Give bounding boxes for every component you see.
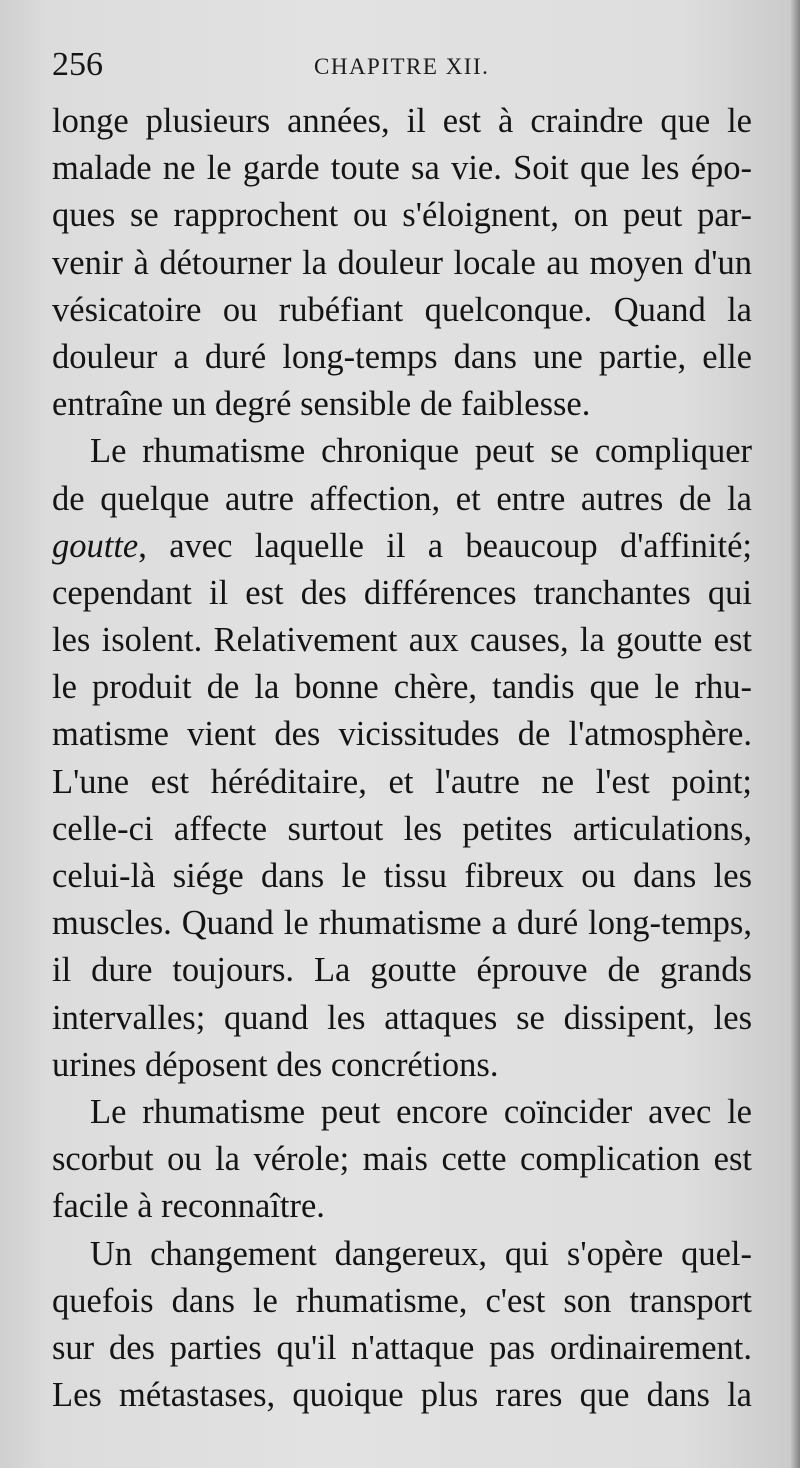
text-line: vésicatoire ou rubéfiant quelconque. Quand la bbox=[52, 290, 752, 329]
text-line: quefois dans le rhumatisme, c'est son transport bbox=[52, 1281, 752, 1320]
text-line: Le rhumatisme peut encore coïncider avec le bbox=[90, 1092, 752, 1131]
text-line: matisme vient des vicissitudes de l'atmosphère. bbox=[52, 715, 752, 754]
text-line: celui-là siége dans le tissu fibreux ou dans les bbox=[52, 857, 752, 895]
text-line: douleur a duré long-temps dans une partie, elle bbox=[52, 337, 752, 376]
text-line: longe plusieurs années, il est à craindre que le bbox=[52, 102, 752, 140]
text-line: ques se rapprochent ou s'éloignent, on peut par- bbox=[52, 196, 752, 235]
text-line: entraîne un degré sensible de faiblesse. bbox=[52, 385, 591, 424]
text-line: cependant il est des différences tranchantes qui bbox=[52, 573, 752, 612]
text-line: malade ne le garde toute sa vie. Soit que les épo- bbox=[52, 149, 752, 188]
text-line-with-italic bbox=[52, 523, 752, 570]
text-line: les isolent. Relativement aux causes, la goutte est bbox=[52, 621, 752, 660]
text-line: il dure toujours. La goutte éprouve de grands bbox=[52, 951, 752, 990]
text-line: Le rhumatisme chronique peut se compliquer bbox=[90, 432, 752, 471]
text-line: sur des parties qu'il n'attaque pas ordinairement. bbox=[52, 1328, 752, 1367]
text-line: intervalles; quand les attaques se dissipent, les bbox=[52, 998, 752, 1037]
text-line: Les métastases, quoique plus rares que dans la bbox=[52, 1376, 752, 1415]
italic-term: goutte bbox=[52, 526, 139, 565]
running-head: CHAPITRE XII. bbox=[314, 54, 490, 79]
text-line: muscles. Quand le rhumatisme a duré long-temps, bbox=[52, 904, 752, 943]
page-number: 256 bbox=[52, 46, 103, 83]
text-line: Un changement dangereux, qui s'opère quel- bbox=[90, 1234, 752, 1273]
text-line: celle-ci affecte surtout les petites articulations, bbox=[52, 809, 752, 848]
text-line: L'une est héréditaire, et l'autre ne l'est point; bbox=[52, 762, 752, 801]
page-header bbox=[52, 45, 748, 85]
text-line: le produit de la bonne chère, tandis que le rhu- bbox=[52, 668, 752, 707]
text-line: scorbut ou la vérole; mais cette complication est bbox=[52, 1140, 752, 1179]
body-text bbox=[52, 98, 752, 1419]
text-line: facile à reconnaître. bbox=[52, 1187, 325, 1226]
text-line: venir à détourner la douleur locale au moyen d'un bbox=[52, 243, 752, 282]
page-edge-shadow bbox=[790, 0, 800, 1468]
text-line: de quelque autre affection, et entre autres de la bbox=[52, 479, 752, 518]
text-fragment: , avec laquelle il a beaucoup d'affinité; bbox=[138, 526, 752, 565]
text-line: urines déposent des concrétions. bbox=[52, 1045, 499, 1084]
